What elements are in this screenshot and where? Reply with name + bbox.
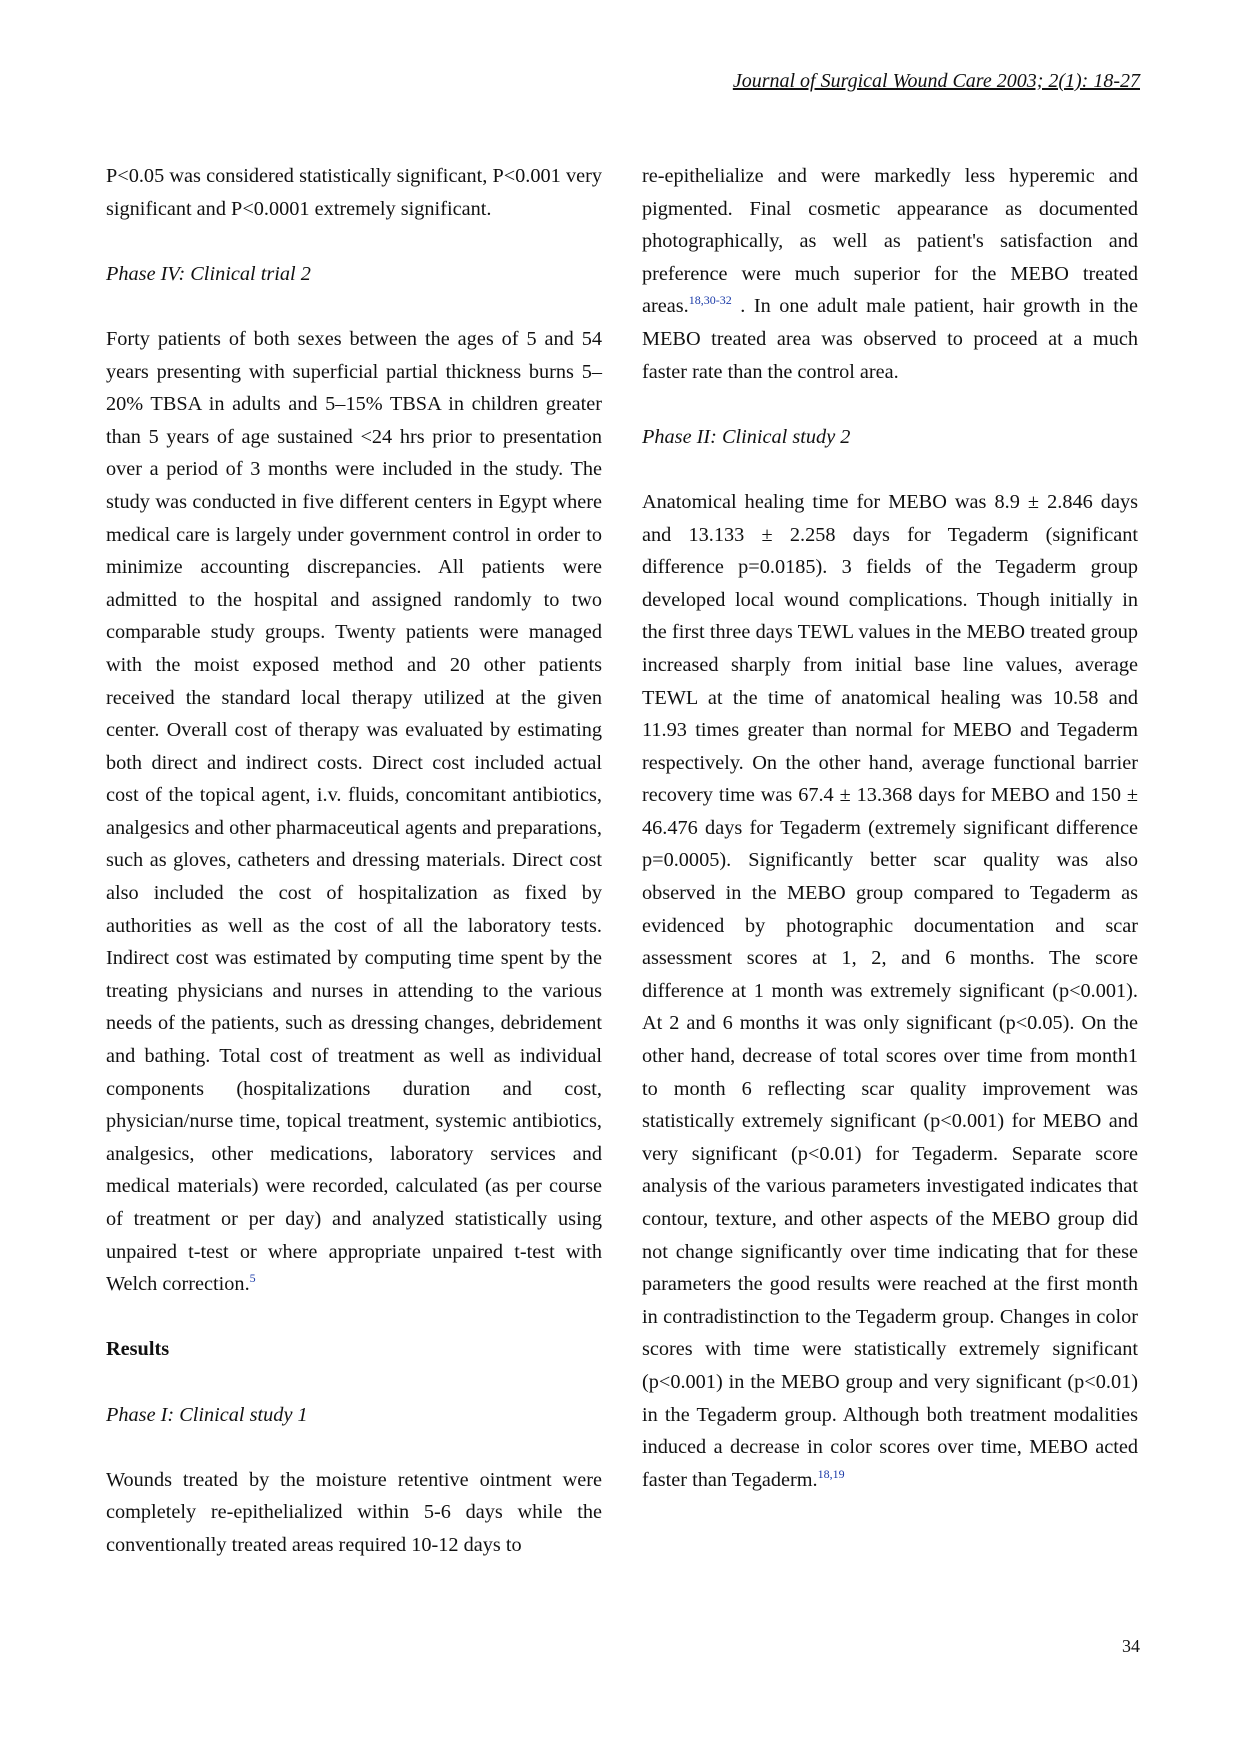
heading-phase-ii: Phase II: Clinical study 2: [642, 425, 851, 448]
reference-link[interactable]: 5: [249, 1271, 256, 1286]
phase-ii-paragraph: [642, 486, 1138, 1496]
phase-i-continued-paragraph: [642, 160, 1138, 388]
phase-i-continued-text: re-epithelialize and were markedly less hyperemic and pigmented. Final cosmetic appearance as documented photographically, as well as patient's satisfaction and preference were much superior for the MEBO treated areas.: [642, 165, 1138, 318]
heading-phase-i: Phase I: Clinical study 1: [106, 1403, 308, 1426]
reference-link[interactable]: 18,19: [817, 1466, 845, 1481]
left-column: [106, 160, 602, 1562]
right-column: [642, 160, 1138, 1496]
page-number: 34: [1122, 1636, 1140, 1656]
phase-i-continued-text-2: . In one adult male patient, hair growth in the MEBO treated area was observed to proceed at a much faster rate than the control area.: [642, 295, 1138, 383]
heading-phase-iv: Phase IV: Clinical trial 2: [106, 262, 311, 285]
phase-iv-text: Forty patients of both sexes between the ages of 5 and 54 years presenting with superficial partial thickness burns 5–20% TBSA in adults and 5–15% TBSA in children greater than 5 years of age sustained <24 hrs prior to presentation over a period of 3 months were included in the study. The study was conducted in five different centers in Egypt where medical care is largely under government control in order to minimize accounting discrepancies. All patients were admitted to the hospital and assigned randomly to two comparable study groups. Twenty patients were managed with the moist exposed method and 20 other patients received the standard local therapy utilized at the given center. Overall cost of therapy was evaluated by estimating both direct and indirect costs. Direct cost included actual cost of the topical agent, i.v. fluids, concomitant antibiotics, analgesics and other pharmaceutical agents and preparations, such as gloves, catheters and dressing materials. Direct cost also included the cost of hospitalization as fixed by authorities as well as the cost of all the laboratory tests. Indirect cost was estimated by computing time spent by the treating physicians and nurses in attending to the various needs of the patients, such as dressing changes, debridement and bathing. Total cost of treatment as well as individual components (hospitalizations duration and cost, physician/nurse time, topical treatment, systemic antibiotics, analgesics, other medications, laboratory services and medical materials) were recorded, calculated (as per course of treatment or per day) and analyzed statistically using unpaired t-test or where appropriate unpaired t-test with Welch correction.: [106, 327, 602, 1296]
heading-results: Results: [106, 1338, 170, 1361]
significance-paragraph: P<0.05 was considered statistically significant, P<0.001 very significant and P<0.0001 extremely significant.: [106, 165, 602, 220]
journal-header: Journal of Surgical Wound Care 2003; 2(1): 18-27: [732, 70, 1140, 92]
phase-ii-text: Anatomical healing time for MEBO was 8.9 ± 2.846 days and 13.133 ± 2.258 days for Tegaderm (significant difference p=0.0185). 3 fields of the Tegaderm group developed local wound complications. Though initially in the first three days TEWL values in the MEBO treated group increased sharply from initial base line values, average TEWL at the time of anatomical healing was 10.58 and 11.93 times greater than normal for MEBO and Tegaderm respectively. On the other hand, average functional barrier recovery time was 67.4 ± 13.368 days for MEBO and 150 ± 46.476 days for Tegaderm (extremely significant difference p=0.0005). Significantly better scar quality was also observed in the MEBO group compared to Tegaderm as evidenced by photographic documentation and scar assessment scores at 1, 2, and 6 months. The score difference at 1 month was extremely significant (p<0.001). At 2 and 6 months it was only significant (p<0.05). On the other hand, decrease of total scores over time from month1 to month 6 reflecting scar quality improvement was statistically extremely significant (p<0.001) for MEBO and very significant (p<0.01) for Tegaderm. Separate score analysis of the various parameters investigated indicates that contour, texture, and other aspects of the MEBO group did not change significantly over time indicating that for these parameters the good results were reached at the first month in contradistinction to the Tegaderm group. Changes in color scores with time were statistically extremely significant (p<0.001) in the MEBO group and very significant (p<0.01) in the Tegaderm group. Although both treatment modalities induced a decrease in color scores over time, MEBO acted faster than Tegaderm.: [642, 490, 1138, 1491]
reference-link[interactable]: 18,30-32: [688, 293, 732, 308]
phase-i-paragraph: Wounds treated by the moisture retentive ointment were completely re-epithelialized within 5-6 days while the conventionally treated areas required 10-12 days to: [106, 1468, 602, 1556]
phase-iv-paragraph: [106, 323, 602, 1301]
